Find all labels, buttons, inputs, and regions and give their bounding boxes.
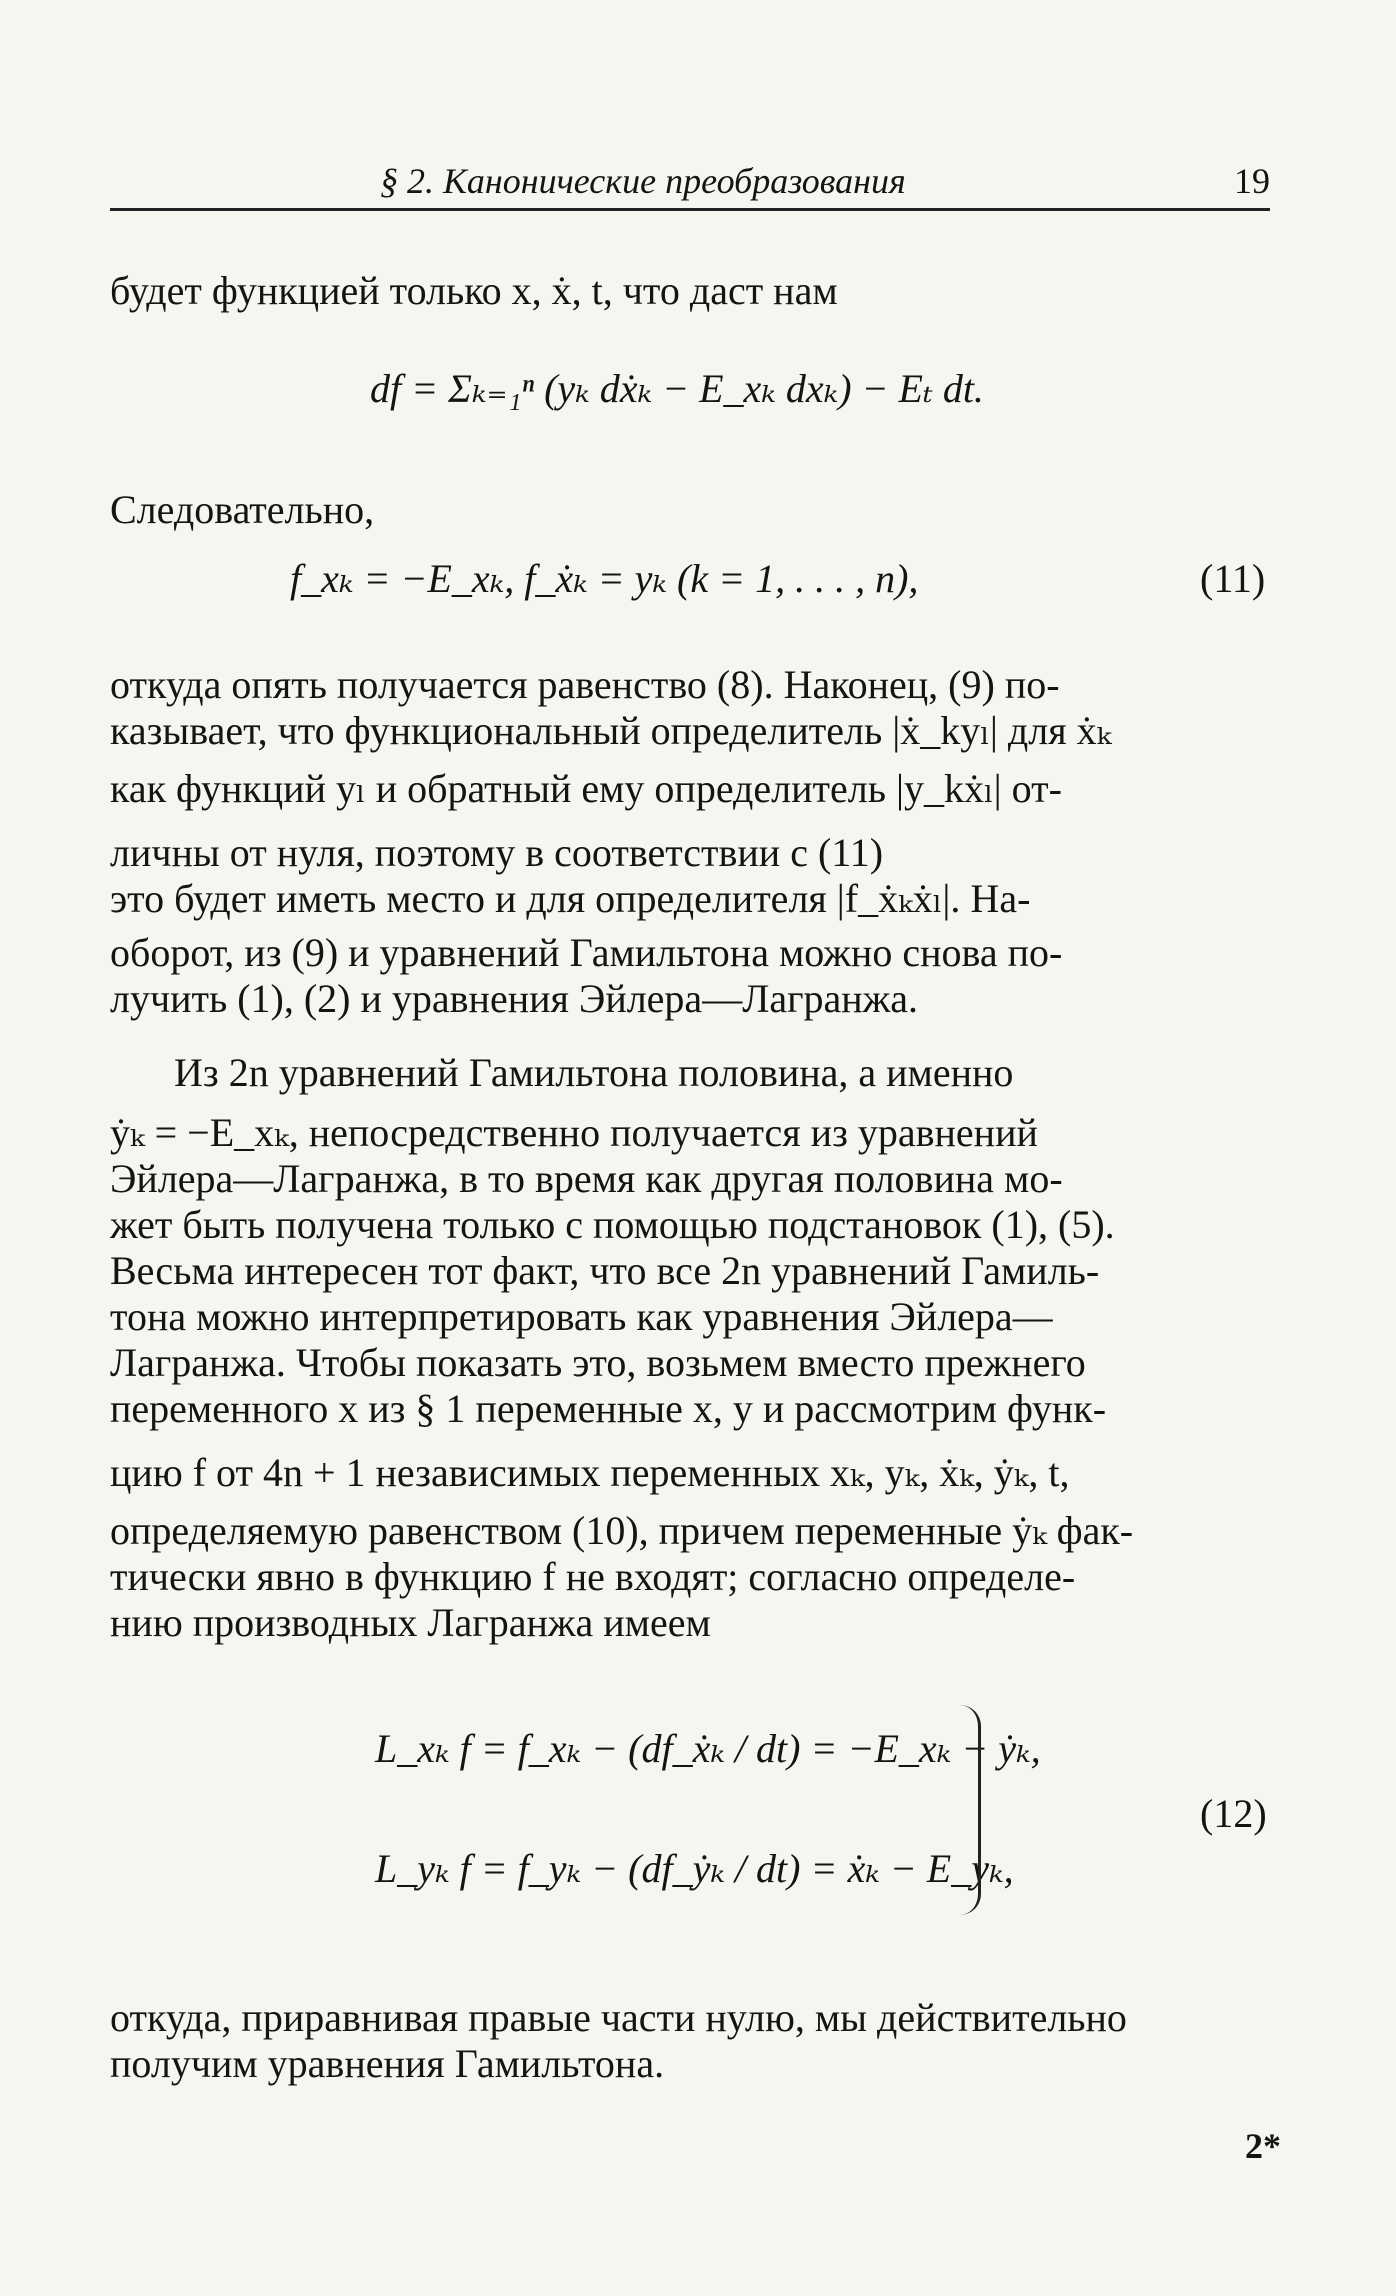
- equation-11: f_xₖ = −E_xₖ, f_ẋₖ = yₖ (k = 1, . . . , n),: [290, 556, 919, 601]
- text-line: личны от нуля, поэтому в соответствии с (11): [110, 830, 884, 875]
- text-line: откуда опять получается равенство (8). Наконец, (9) по-: [110, 662, 1060, 707]
- text-line: жет быть получена только с помощью подстановок (1), (5).: [110, 1202, 1115, 1247]
- text-line: казывает, что функциональный определитель |ẋ_kyₗ| для ẋₖ: [110, 708, 1112, 753]
- running-title: § 2. Канонические преобразования: [380, 161, 906, 201]
- paragraph-3: [110, 662, 1270, 1022]
- text-line: нию производных Лагранжа имеем: [110, 1600, 711, 1645]
- paragraph-2: Следовательно,: [110, 487, 375, 532]
- text-line: переменного x из § 1 переменные x, y и рассмотрим функ-: [110, 1386, 1107, 1431]
- equation-12-line-1: L_xₖ f = f_xₖ − (df_ẋₖ / dt) = −E_xₖ − ẏₖ,: [375, 1726, 1041, 1771]
- paragraph-1: будет функцией только x, ẋ, t, что даст нам: [110, 268, 838, 313]
- text-line: как функций yₗ и обратный ему определитель |y_kẋₗ| от-: [110, 766, 1062, 811]
- paragraph-5: [110, 1995, 1270, 2087]
- text-line: ẏₖ = −E_xₖ, непосредственно получается из уравнений: [110, 1110, 1038, 1155]
- text-line: Лагранжа. Чтобы показать это, возьмем вместо прежнего: [110, 1340, 1086, 1385]
- signature-mark: 2*: [1245, 2126, 1281, 2166]
- text-line: откуда, приравнивая правые части нулю, мы действительно: [110, 1995, 1127, 2040]
- text-line: цию f от 4n + 1 независимых переменных xₖ, yₖ, ẋₖ, ẏₖ, t,: [110, 1450, 1070, 1495]
- equation-12-number: (12): [1200, 1791, 1267, 1836]
- header-rule: [110, 208, 1270, 211]
- text-line: Из 2n уравнений Гамильтона половина, а именно: [174, 1050, 1014, 1095]
- text-line: получим уравнения Гамильтона.: [110, 2041, 665, 2086]
- equation-df: df = Σₖ₌₁ⁿ (yₖ dẋₖ − E_xₖ dxₖ) − Eₜ dt.: [370, 366, 984, 411]
- paragraph-4: [110, 1050, 1270, 1646]
- text-line: тона можно интерпретировать как уравнения Эйлера—: [110, 1294, 1053, 1339]
- equation-12-line-2: L_yₖ f = f_yₖ − (df_ẏₖ / dt) = ẋₖ − E_yₖ,: [375, 1846, 1014, 1891]
- text-line: оборот, из (9) и уравнений Гамильтона можно снова по-: [110, 930, 1063, 975]
- text-line: лучить (1), (2) и уравнения Эйлера—Лагранжа.: [110, 976, 919, 1021]
- equation-brace: [960, 1705, 981, 1915]
- text-line: Эйлера—Лагранжа, в то время как другая половина мо-: [110, 1156, 1063, 1201]
- text-line: Весьма интересен тот факт, что все 2n уравнений Гамиль-: [110, 1248, 1100, 1293]
- equation-11-number: (11): [1200, 556, 1266, 601]
- page-number: 19: [1234, 161, 1270, 201]
- text-line: тически явно в функцию f не входят; согласно определе-: [110, 1554, 1076, 1599]
- text-line: определяемую равенством (10), причем переменные ẏₖ фак-: [110, 1508, 1134, 1553]
- page-header: [110, 160, 1270, 208]
- text-line: это будет иметь место и для определителя |f_ẋₖẋₗ|. На-: [110, 876, 1031, 921]
